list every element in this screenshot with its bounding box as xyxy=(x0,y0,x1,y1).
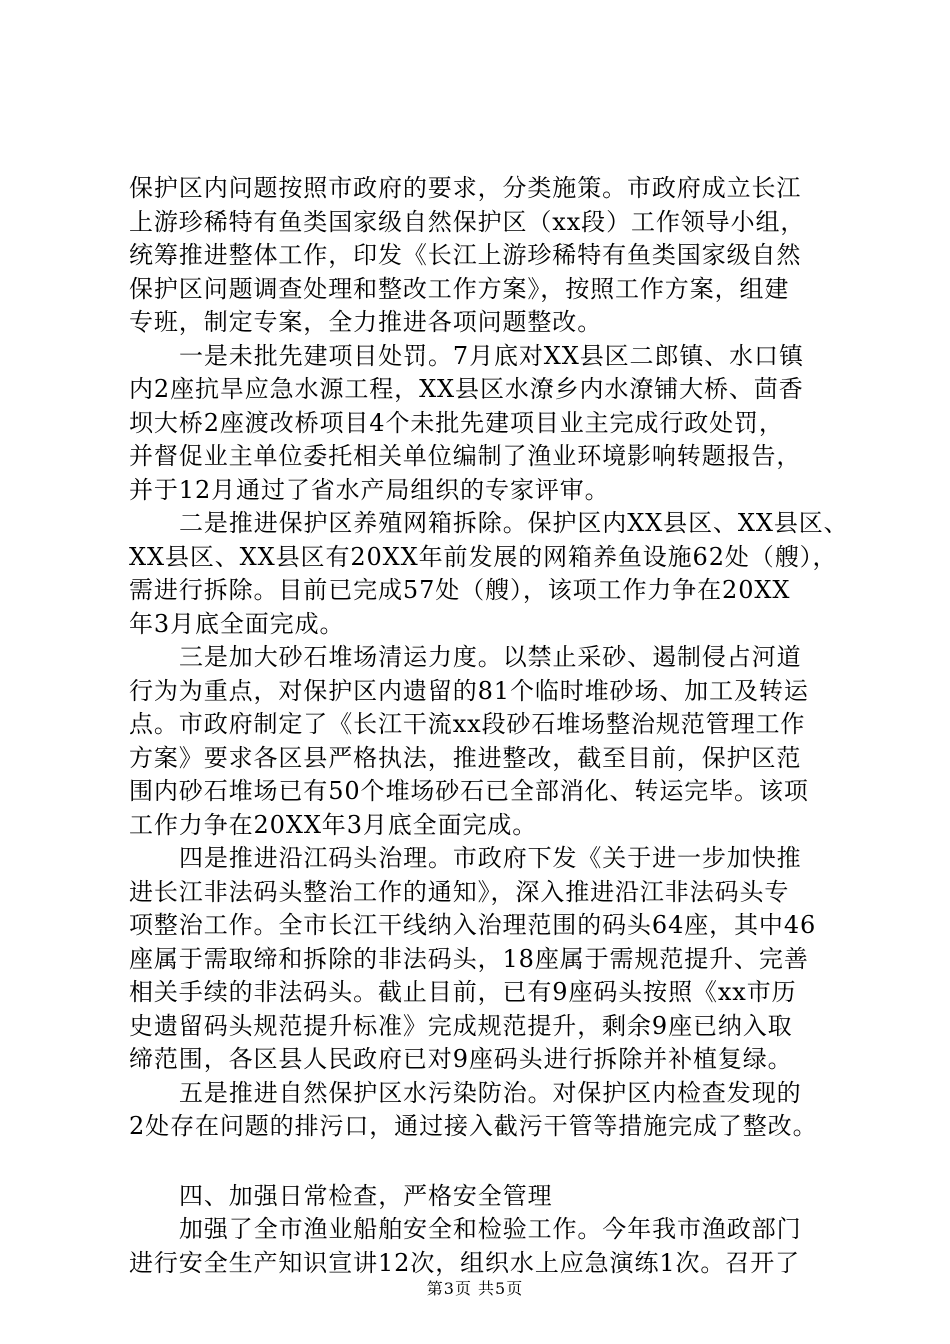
document-body xyxy=(129,172,849,1280)
text-line: 二是推进保护区养殖网箱拆除。保护区内XX县区、XX县区、 xyxy=(179,509,849,537)
text-line: 方案》要求各区县严格执法，推进整改，截至目前，保护区范 xyxy=(129,743,802,772)
text-line: 行为为重点，对保护区内遗留的81个临时堆砂场、加工及转运 xyxy=(129,676,809,705)
text-line: 并督促业主单位委托相关单位编制了渔业环境影响转题报告， xyxy=(129,442,802,470)
text-line: 保护区内问题按照市政府的要求，分类施策。市政府成立长江 xyxy=(129,174,802,202)
text-line: 史遗留码头规范提升标准》完成规范提升，剩余9座已纳入取 xyxy=(129,1011,793,1040)
text-line: 座属于需取缔和拆除的非法码头，18座属于需规范提升、完善 xyxy=(129,944,809,973)
text-line: 专班，制定专案，全力推进各项问题整改。 xyxy=(129,308,603,336)
section-heading: 四、加强日常检查，严格安全管理 xyxy=(179,1181,553,1210)
text-line: 坝大桥2座渡改桥项目4个未批先建项目业主完成行政处罚， xyxy=(129,408,784,437)
text-line: 统筹推进整体工作，印发《长江上游珍稀特有鱼类国家级自然 xyxy=(129,241,802,269)
text-line: 加强了全市渔业船舶安全和检验工作。今年我市渔政部门 xyxy=(179,1215,802,1243)
text-line: 保护区问题调查处理和整改工作方案》，按照工作方案，组建 xyxy=(129,274,790,303)
text-line: 一是未批先建项目处罚。7月底对XX县区二郎镇、水口镇 xyxy=(179,341,804,370)
text-line: 上游珍稀特有鱼类国家级自然保护区（xx段）工作领导小组， xyxy=(129,207,806,236)
text-line: 内2座抗旱应急水源工程，XX县区水潦乡内水潦铺大桥、茴香 xyxy=(129,375,804,403)
text-line: 缔范围，各区县人民政府已对9座码头进行拆除并补植复绿。 xyxy=(129,1045,793,1073)
text-line: 并于12月通过了省水产局组织的专家评审。 xyxy=(129,475,610,504)
text-line: 进长江非法码头整治工作的通知》，深入推进沿江非法码头专 xyxy=(129,877,790,906)
text-line: 三是加大砂石堆场清运力度。以禁止采砂、遏制侵占河道 xyxy=(179,643,802,671)
page-number: 第3页 共5页 xyxy=(426,1279,524,1298)
text-line: 年3月底全面完成。 xyxy=(129,609,345,638)
text-line: 2处存在问题的排污口，通过接入截污干管等措施完成了整改。 xyxy=(129,1112,818,1140)
text-line: 需进行拆除。目前已完成57处（艘），该项工作力争在20XX xyxy=(129,576,791,604)
text-line: 围内砂石堆场已有50个堆场砂石已全部消化、转运完毕。该项 xyxy=(129,777,809,805)
text-line: 项整治工作。全市长江干线纳入治理范围的码头64座，其中46 xyxy=(129,911,817,939)
text-line: 工作力争在20XX年3月底全面完成。 xyxy=(129,810,538,839)
text-line: 四是推进沿江码头治理。市政府下发《关于进一步加快推 xyxy=(179,844,802,872)
text-line: 进行安全生产知识宣讲12次，组织水上应急演练1次。召开了 xyxy=(129,1248,801,1277)
text-line: 点。市政府制定了《长江干流xx段砂石堆场整治规范管理工作 xyxy=(129,710,806,738)
text-line: 相关手续的非法码头。截止目前，已有9座码头按照《xx市历 xyxy=(129,978,797,1006)
text-line: XX县区、XX县区有20XX年前发展的网箱养鱼设施62处（艘）， xyxy=(129,542,838,571)
paragraph-gap xyxy=(129,1144,849,1180)
text-line: 五是推进自然保护区水污染防治。对保护区内检查发现的 xyxy=(179,1078,802,1107)
